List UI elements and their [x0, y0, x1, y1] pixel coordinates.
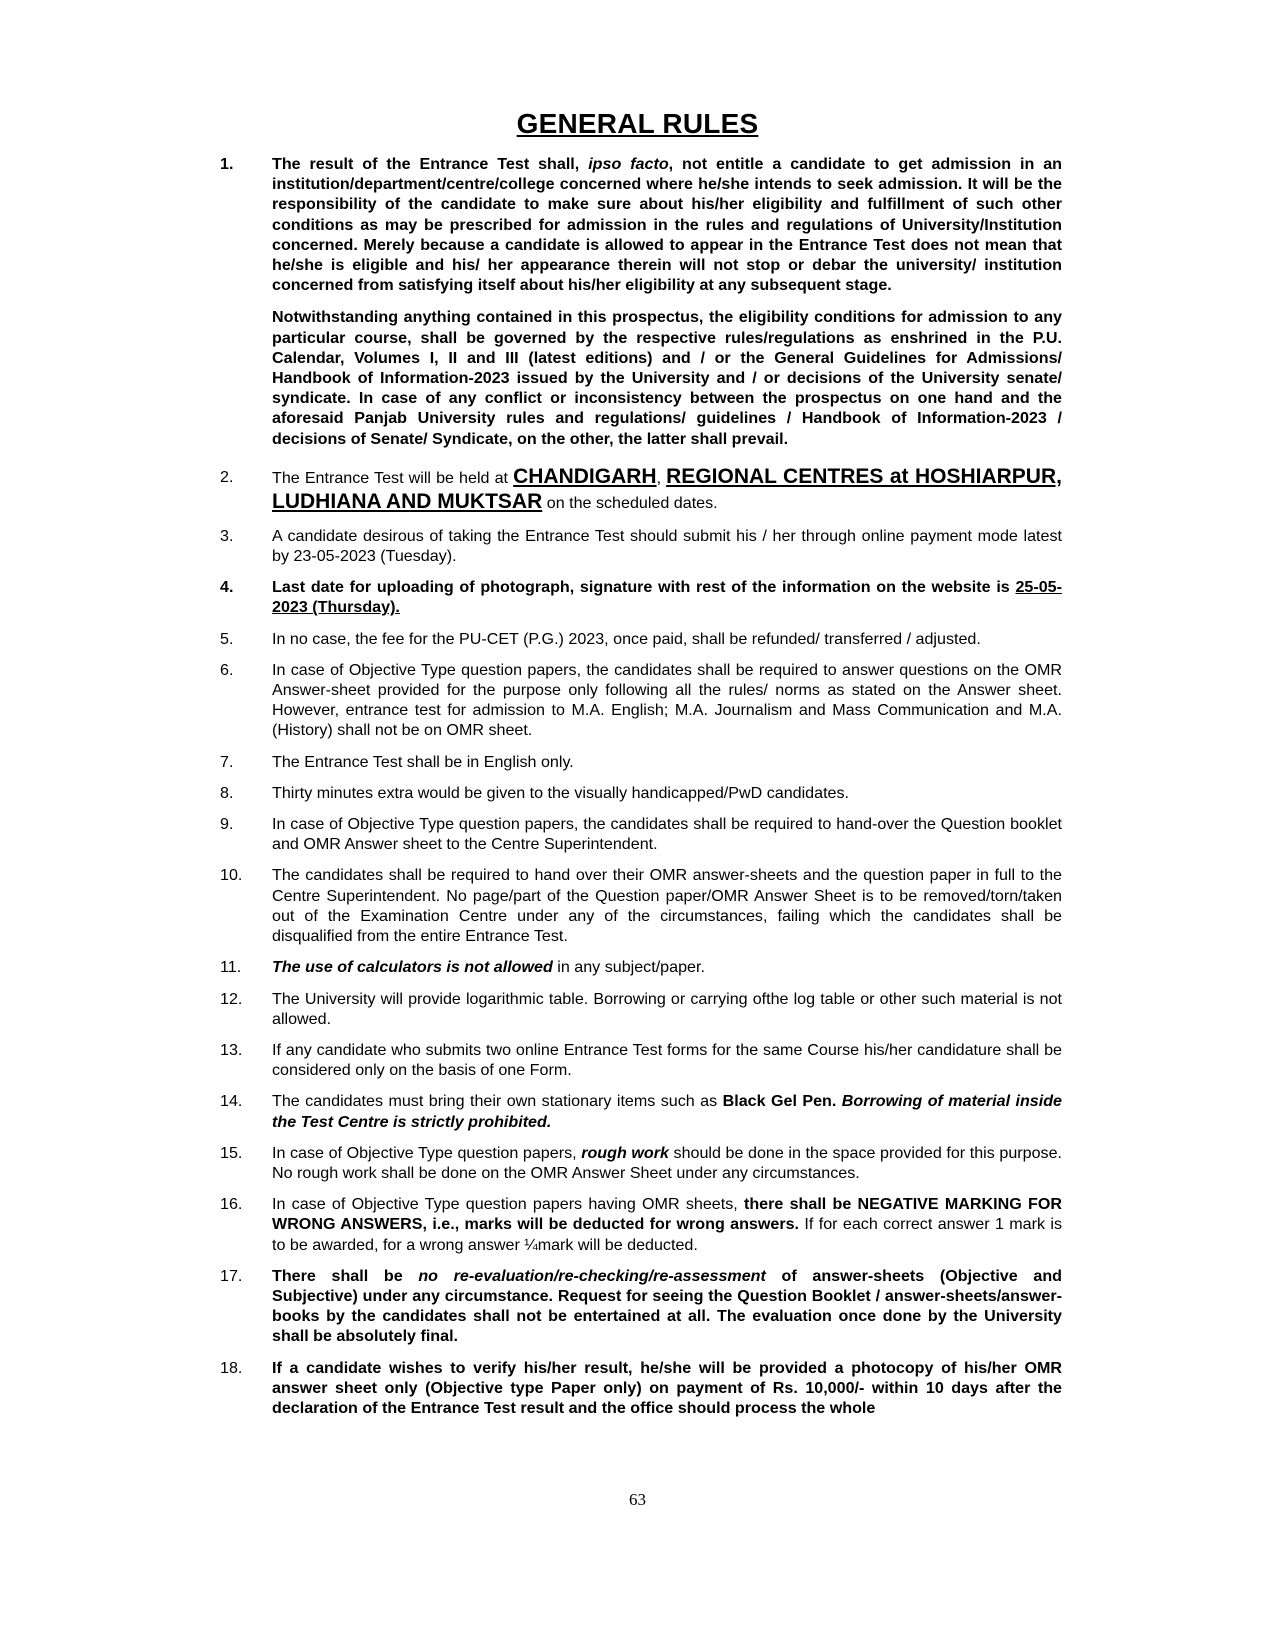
rule-number: 2. — [220, 467, 234, 486]
rule-text-part: The Entrance Test will be held at — [272, 468, 514, 487]
rule-3 — [220, 526, 1062, 566]
rule-text: In case of Objective Type question papers, the candidates shall be required to hand-over the Question booklet and OMR Answer sheet to the Centre Superintendent. — [272, 815, 1062, 854]
rule-text-part: The candidates must bring their own stationary items such as — [272, 1092, 723, 1111]
rule-16 — [220, 1194, 1062, 1255]
rule-text: A candidate desirous of taking the Entrance Test should submit his / her through online payment mode latest by 23-05-2023 (Tuesday). — [272, 526, 1062, 566]
page-number: 63 — [629, 1490, 646, 1509]
rule-text-part: There shall be — [272, 1266, 419, 1285]
rule-number: 12. — [220, 989, 243, 1008]
rule-text — [272, 154, 1062, 295]
rule-number: 10. — [220, 866, 243, 885]
rule-number: 14. — [220, 1092, 243, 1111]
page-title: GENERAL RULES — [516, 108, 759, 139]
rule-text-emphasis: CHANDIGARH — [513, 464, 657, 488]
rule-text — [272, 577, 1062, 617]
rule-number: 8. — [220, 783, 234, 802]
rule-text — [272, 1143, 1062, 1183]
rule-number: 13. — [220, 1040, 243, 1059]
rule-text-emphasis: Borrowing of material inside the Test Centre is strictly prohibited. — [272, 1092, 1062, 1131]
rule-1 — [220, 154, 1062, 449]
rule-5 — [220, 629, 1062, 649]
rules-list — [220, 154, 1062, 1429]
rule-number: 9. — [220, 815, 234, 834]
rule-10 — [220, 865, 1062, 946]
rule-6 — [220, 660, 1062, 741]
rule-text: The candidates shall be required to hand over their OMR answer-sheets and the question paper in full to the Centre Superintendent. No page/part of the Question paper/OMR Answer Sheet is to be removed/torn/taken out of the Examination Centre under any of the circumstances, failing which the candidates shall be disqualified from the entire Entrance Test. — [272, 866, 1062, 946]
rule-text-part: In case of Objective Type question papers having OMR sheets, — [272, 1195, 744, 1214]
rule-text-part: of answer-sheets (Objective and Subjective) under any circumstance. Request for seeing the Question Booklet / answer-sheets/answer-books by the candidates shall not be entertained at all. The evaluation once done by the University shall be absolutely final. — [272, 1266, 1063, 1346]
rule-number: 18. — [220, 1358, 243, 1377]
rule-13 — [220, 1040, 1062, 1080]
rule-text-emphasis: no re-evaluation/re-checking/re-assessment — [418, 1266, 766, 1285]
rule-text-part: should be done in the space provided for this purpose. No rough work shall be done on the OMR Answer Sheet under any circumstances. — [272, 1143, 1062, 1182]
rule-number: 17. — [220, 1266, 243, 1285]
rule-text-emphasis: The use of calculators is not allowed — [272, 958, 553, 977]
rule-text: In case of Objective Type question papers, the candidates shall be required to answer questions on the OMR Answer-sheet provided for the purpose only following all the rules/ norms as stated on the Answer sheet. However, entrance test for admission to M.A. English; M.A. Journalism and Mass Communication and M.A. (History) shall not be on OMR sheet. — [272, 660, 1062, 740]
rule-text-part: , not entitle a candidate to get admission in an institution/department/centre/college concerned where he/she intends to seek admission. It will be the responsibility of the candidate to make sure about his/her eligibility and fulfillment of such other conditions as may be prescribed for admission in the rules and regulations of University/Institution concerned. Merely because a candidate is allowed to appear in the Entrance Test does not mean that he/she is eligible and his/ her appearance therein will not stop or debar the university/ institution concerned from satisfying itself about his/her eligibility at any subsequent stage. — [272, 155, 1062, 295]
rule-number: 5. — [220, 629, 234, 648]
rule-text — [272, 1091, 1062, 1131]
rule-number: 16. — [220, 1195, 243, 1214]
rule-text-part: in any subject/paper. — [552, 958, 705, 977]
rule-text — [272, 1266, 1062, 1347]
rule-4 — [220, 577, 1062, 617]
rule-18 — [220, 1358, 1062, 1419]
rule-number: 7. — [220, 752, 234, 771]
rule-number: 3. — [220, 526, 234, 545]
rule-12 — [220, 989, 1062, 1029]
rule-text: If any candidate who submits two online Entrance Test forms for the same Course his/her candidature shall be considered only on the basis of one Form. — [272, 1040, 1062, 1080]
rule-text-part: In case of Objective Type question papers, — [272, 1143, 582, 1162]
rule-text-part: If for each correct answer 1 mark is to be awarded, for a wrong answer ¼mark will be deducted. — [272, 1215, 1063, 1254]
rule-number: 6. — [220, 660, 234, 679]
rule-7 — [220, 752, 1062, 772]
rule-text-part: , — [656, 468, 667, 487]
rule-8 — [220, 783, 1062, 803]
rule-text: The Entrance Test shall be in English only. — [272, 752, 574, 771]
rule-15 — [220, 1143, 1062, 1183]
rule-number: 15. — [220, 1143, 243, 1162]
rule-text — [272, 465, 1062, 515]
rule-11 — [220, 957, 1062, 977]
rule-text-emphasis: rough work — [581, 1143, 669, 1162]
rule-text-paragraph-2: Notwithstanding anything contained in this prospectus, the eligibility conditions for admission to any particular course, shall be governed by the respective rules/regulations as enshrined in the P.U. Calendar, Volumes I, II and III (latest editions) and / or the General Guidelines for Admissions/ Handbook of Information-2023 issued by the University and / or decisions of the University senate/ syndicate. In case of any conflict or inconsistency between the prospectus on one hand and the aforesaid Panjab University rules and regulations/ guidelines / Handbook of Information-2023 / decisions of Senate/ Syndicate, on the other, the latter shall prevail. — [272, 308, 1062, 448]
rule-text — [272, 1194, 1062, 1255]
rule-text-emphasis: REGIONAL CENTRES at HOSHIARPUR, LUDHIANA AND MUKTSAR — [272, 464, 1062, 513]
rule-text-part: The result of the Entrance Test shall, — [272, 155, 589, 173]
rule-text-part: Last date for uploading of photograph, signature with rest of the information on the website is — [272, 578, 1016, 597]
rule-text: In no case, the fee for the PU-CET (P.G.) 2023, once paid, shall be refunded/ transferred / adjusted. — [272, 629, 981, 648]
rule-number: 11. — [220, 958, 242, 977]
rule-14 — [220, 1091, 1062, 1131]
rule-text: The University will provide logarithmic table. Borrowing or carrying ofthe log table or other such material is not allowed. — [272, 989, 1062, 1028]
rule-text — [272, 957, 1062, 977]
rule-2 — [220, 465, 1062, 515]
rule-text-emphasis: Black Gel Pen. — [722, 1092, 837, 1111]
rule-text: Thirty minutes extra would be given to the visually handicapped/PwD candidates. — [272, 783, 850, 802]
rule-9 — [220, 814, 1062, 854]
rule-text-emphasis: 25-05-2023 (Thursday). — [272, 578, 1062, 617]
rule-17 — [220, 1266, 1062, 1347]
rule-text-emphasis: ipso facto — [588, 155, 669, 173]
rule-text-emphasis: there shall be NEGATIVE MARKING FOR WRONG ANSWERS, i.e., marks will be deducted for wrong answers. — [272, 1195, 1062, 1234]
rule-text: If a candidate wishes to verify his/her result, he/she will be provided a photocopy of his/her OMR answer sheet only (Objective type Paper only) on payment of Rs. 10,000/- within 10 days after the declaration of the Entrance Test result and the office should process the whole — [272, 1358, 1062, 1417]
rule-number: 4. — [220, 578, 234, 597]
rule-text-part: on the scheduled dates. — [542, 493, 718, 512]
rule-number: 1. — [220, 155, 234, 173]
